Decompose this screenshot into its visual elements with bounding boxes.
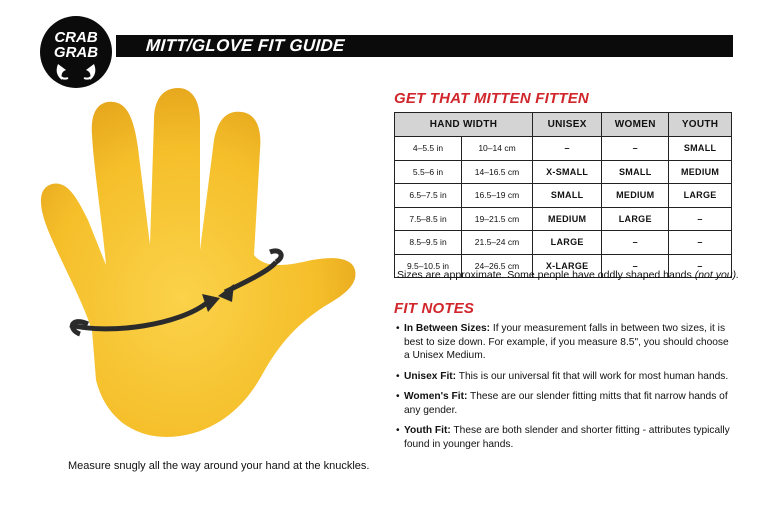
table-cell: MEDIUM <box>669 160 732 184</box>
table-cell: SMALL <box>602 160 669 184</box>
table-cell: – <box>602 254 669 278</box>
table-cell: – <box>602 231 669 255</box>
table-row <box>395 137 732 161</box>
table-cell: 7.5–8.5 in <box>395 207 462 231</box>
list-item <box>396 370 734 384</box>
fit-note-text: If your measurement falls in between two sizes, it is best to size down. For example, if you measure 8.5", you should choose a Unisex Medium. <box>404 323 729 361</box>
table-cell: X-LARGE <box>533 254 602 278</box>
fit-note-label: Unisex Fit: <box>404 370 457 382</box>
column-header: WOMEN <box>602 113 669 137</box>
table-cell: – <box>602 137 669 161</box>
table-cell: – <box>669 254 732 278</box>
fit-note-label: In Between Sizes: <box>404 323 491 334</box>
table-cell: 6.5–7.5 in <box>395 184 462 208</box>
sizing-note-italic: (not you). <box>694 269 740 281</box>
table-row <box>395 160 732 184</box>
fit-note-text: These are both slender and shorter fitting - attributes typically found in younger hands. <box>404 425 730 450</box>
table-cell: LARGE <box>602 207 669 231</box>
table-cell: 10–14 cm <box>462 137 533 161</box>
table-cell: – <box>669 231 732 255</box>
fit-note-label: Women's Fit: <box>404 391 468 402</box>
table-cell: LARGE <box>533 231 602 255</box>
size-table <box>394 112 732 278</box>
table-row <box>395 184 732 208</box>
page-title: MITT/GLOVE FIT GUIDE <box>145 36 346 55</box>
table-cell: SMALL <box>669 137 732 161</box>
list-item <box>396 322 734 363</box>
sizing-note <box>397 269 739 281</box>
logo-text-crab: CRAB <box>54 29 98 46</box>
table-cell: 8.5–9.5 in <box>395 231 462 255</box>
table-cell: 21.5–24 cm <box>462 231 533 255</box>
table-cell: MEDIUM <box>533 207 602 231</box>
table-cell: 19–21.5 cm <box>462 207 533 231</box>
table-row <box>395 207 732 231</box>
open-hand-icon <box>30 80 370 450</box>
sizing-title: GET THAT MITTEN FITTEN <box>394 90 589 107</box>
table-cell: 24–26.5 cm <box>462 254 533 278</box>
fit-notes-title: FIT NOTES <box>394 300 475 317</box>
illustration-caption: Measure snugly all the way around your hand at the knuckles. <box>68 460 370 472</box>
sizing-note-text: Sizes are approximate. Some people have oddly shaped hands <box>397 269 692 281</box>
table-cell: 5.5–6 in <box>395 160 462 184</box>
header-bar <box>116 35 733 57</box>
column-header: YOUTH <box>669 113 732 137</box>
table-cell: – <box>533 137 602 161</box>
list-item <box>396 390 734 417</box>
column-header: HAND WIDTH <box>395 113 533 137</box>
table-cell: LARGE <box>669 184 732 208</box>
list-item <box>396 424 734 451</box>
fit-notes-list <box>396 322 734 458</box>
table-cell: SMALL <box>533 184 602 208</box>
table-header-row <box>395 113 732 137</box>
column-header: UNISEX <box>533 113 602 137</box>
table-row <box>395 231 732 255</box>
fit-note-label: Youth Fit: <box>404 425 451 436</box>
fit-note-text: This is our universal fit that will work for most human hands. <box>456 370 729 382</box>
table-cell: – <box>669 207 732 231</box>
fit-note-text: These are our slender fitting mitts that fit narrow hands of any gender. <box>404 391 728 416</box>
crab-logo-icon <box>38 14 120 90</box>
table-cell: 9.5–10.5 in <box>395 254 462 278</box>
table-cell: 4–5.5 in <box>395 137 462 161</box>
table-cell: X-SMALL <box>533 160 602 184</box>
table-cell: 14–16.5 cm <box>462 160 533 184</box>
table-cell: 16.5–19 cm <box>462 184 533 208</box>
logo-text-grab: GRAB <box>53 44 99 61</box>
table-cell: MEDIUM <box>602 184 669 208</box>
